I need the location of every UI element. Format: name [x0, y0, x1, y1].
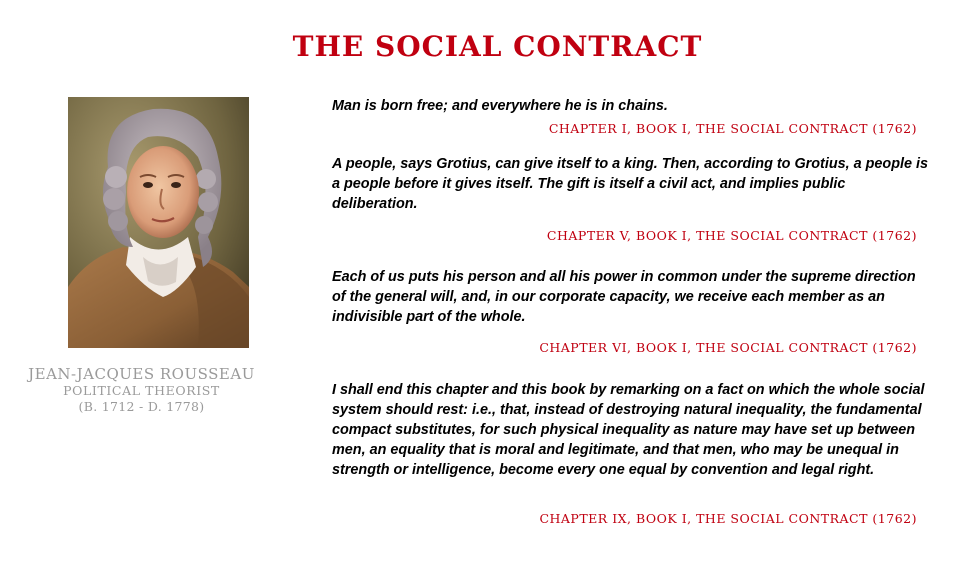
- quote-1-citation: CHAPTER I, BOOK I, THE SOCIAL CONTRACT (1762): [548, 121, 917, 136]
- quote-4: I shall end this chapter and this book by remarking on a fact on which the whole social system should rest: i.e., that, instead of destroying natural inequality, the fundamental compact substitutes, for such physical inequality as nature may have set up between men, an equality that is moral and legitimate, and that men, who may be unequal in strength or intelligence, become every one equal by convention and legal right.: [332, 382, 925, 478]
- quote-4-citation: CHAPTER IX, BOOK I, THE SOCIAL CONTRACT (1762): [539, 511, 917, 526]
- author-role: POLITICAL THEORIST: [63, 383, 220, 398]
- page-title: THE SOCIAL CONTRACT: [292, 30, 703, 63]
- author-dates: (B. 1712 - D. 1778): [78, 399, 205, 414]
- quote-2-citation: CHAPTER V, BOOK I, THE SOCIAL CONTRACT (1762): [546, 228, 917, 243]
- quote-2: A people, says Grotius, can give itself to a king. Then, according to Grotius, a people is a people before it gives itself. The gift is itself a civil act, and implies public deliberation.: [332, 156, 929, 212]
- author-name: JEAN-JACQUES ROUSSEAU: [28, 365, 255, 383]
- author-portrait: [68, 97, 249, 348]
- quote-3: Each of us puts his person and all his power in common under the supreme direction of the general will, and, in our corporate capacity, we receive each member as an indivisible part of the whole.: [332, 269, 916, 325]
- author-caption: [20, 365, 263, 415]
- quote-1: Man is born free; and everywhere he is in chains.: [332, 98, 668, 114]
- quote-3-citation: CHAPTER VI, BOOK I, THE SOCIAL CONTRACT (1762): [539, 340, 917, 355]
